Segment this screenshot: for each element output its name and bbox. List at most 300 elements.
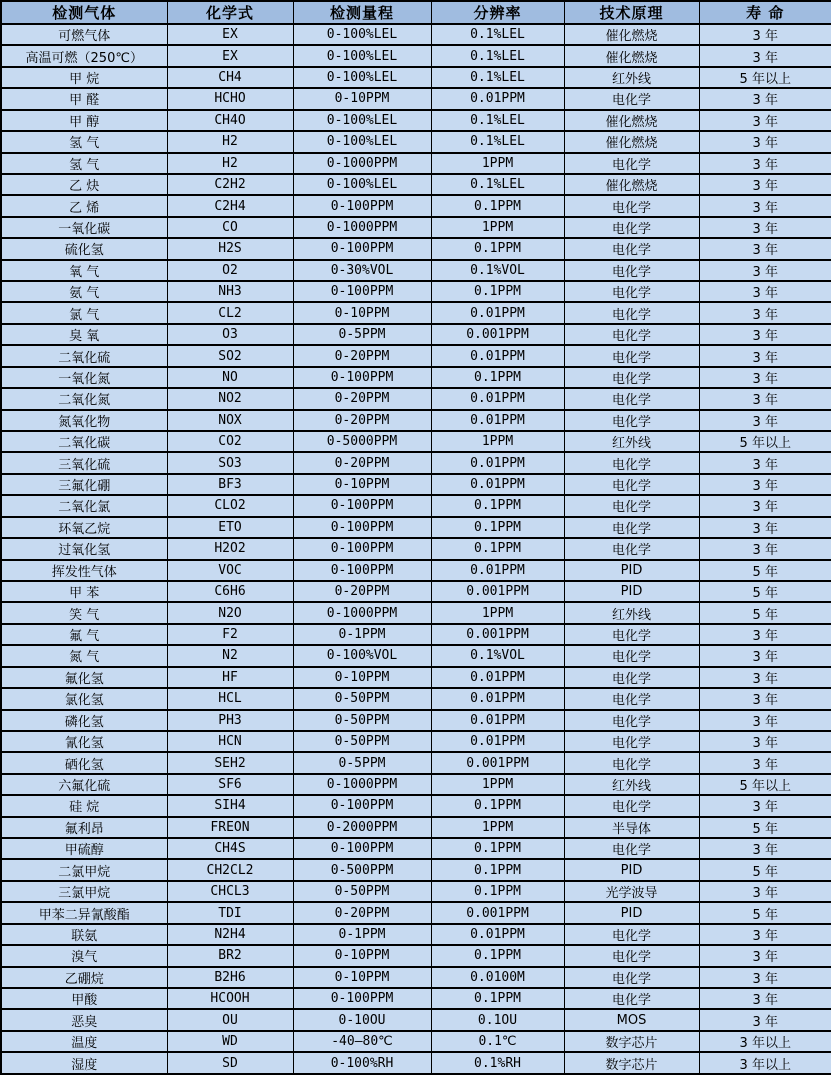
cell-lifespan: 5 年: [699, 581, 831, 602]
table-row: [1, 345, 831, 366]
cell-lifespan: 5 年: [699, 560, 831, 581]
cell-resolution: 0.1PPM: [431, 195, 564, 216]
column-header-principle: 技术原理: [564, 1, 699, 24]
cell-gas: 甲 苯: [1, 581, 167, 602]
cell-formula: H2S: [167, 238, 293, 259]
cell-range: 0-20PPM: [293, 581, 431, 602]
cell-principle: 电化学: [564, 624, 699, 645]
cell-range: 0-2000PPM: [293, 817, 431, 838]
cell-formula: CH4O: [167, 110, 293, 131]
cell-gas: 二氯甲烷: [1, 859, 167, 880]
cell-principle: 电化学: [564, 388, 699, 409]
table-row: [1, 859, 831, 880]
cell-gas: 硒化氢: [1, 752, 167, 773]
cell-formula: OU: [167, 1009, 293, 1030]
cell-gas: 二氧化氯: [1, 495, 167, 516]
table-row: [1, 517, 831, 538]
cell-principle: 催化燃烧: [564, 45, 699, 66]
cell-gas: 氟化氢: [1, 667, 167, 688]
cell-principle: 电化学: [564, 838, 699, 859]
cell-formula: CLO2: [167, 495, 293, 516]
cell-resolution: 0.01PPM: [431, 560, 564, 581]
cell-gas: 甲硫醇: [1, 838, 167, 859]
cell-formula: SEH2: [167, 752, 293, 773]
cell-resolution: 0.001PPM: [431, 324, 564, 345]
cell-gas: 氨 气: [1, 281, 167, 302]
cell-lifespan: 5 年: [699, 602, 831, 623]
cell-range: 0-1000PPM: [293, 217, 431, 238]
cell-lifespan: 3 年: [699, 624, 831, 645]
table-row: [1, 988, 831, 1009]
table-row: [1, 45, 831, 66]
cell-resolution: 0.1%LEL: [431, 67, 564, 88]
cell-formula: PH3: [167, 710, 293, 731]
cell-gas: 六氟化硫: [1, 774, 167, 795]
cell-principle: 催化燃烧: [564, 174, 699, 195]
cell-principle: 电化学: [564, 474, 699, 495]
cell-formula: EX: [167, 24, 293, 45]
cell-resolution: 0.01PPM: [431, 452, 564, 473]
cell-lifespan: 3 年: [699, 495, 831, 516]
cell-gas: 甲 烷: [1, 67, 167, 88]
cell-principle: 红外线: [564, 67, 699, 88]
cell-range: 0-30%VOL: [293, 260, 431, 281]
cell-formula: H2O2: [167, 538, 293, 559]
cell-range: 0-100%LEL: [293, 45, 431, 66]
table-row: [1, 24, 831, 45]
cell-principle: 电化学: [564, 410, 699, 431]
cell-formula: O2: [167, 260, 293, 281]
cell-resolution: 1PPM: [431, 431, 564, 452]
cell-resolution: 0.1%RH: [431, 1052, 564, 1074]
cell-range: 0-100%RH: [293, 1052, 431, 1074]
cell-lifespan: 3 年: [699, 217, 831, 238]
cell-gas: 氢 气: [1, 153, 167, 174]
cell-gas: 甲 醇: [1, 110, 167, 131]
cell-principle: 催化燃烧: [564, 110, 699, 131]
cell-principle: 电化学: [564, 988, 699, 1009]
cell-principle: 电化学: [564, 217, 699, 238]
cell-formula: CHCL3: [167, 881, 293, 902]
cell-resolution: 0.1PPM: [431, 859, 564, 880]
cell-principle: 电化学: [564, 710, 699, 731]
table-row: [1, 367, 831, 388]
cell-range: 0-50PPM: [293, 731, 431, 752]
cell-principle: 半导体: [564, 817, 699, 838]
cell-gas: 三氯甲烷: [1, 881, 167, 902]
table-row: [1, 774, 831, 795]
cell-resolution: 0.1PPM: [431, 881, 564, 902]
cell-lifespan: 3 年: [699, 924, 831, 945]
cell-range: 0-5PPM: [293, 752, 431, 773]
cell-resolution: 0.1PPM: [431, 517, 564, 538]
table-row: [1, 602, 831, 623]
cell-gas: 硫化氢: [1, 238, 167, 259]
cell-range: 0-100PPM: [293, 538, 431, 559]
header-row: [1, 1, 831, 24]
table-header: [1, 1, 831, 24]
cell-lifespan: 3 年: [699, 688, 831, 709]
cell-lifespan: 3 年: [699, 474, 831, 495]
cell-formula: NO: [167, 367, 293, 388]
cell-gas: 氯 气: [1, 302, 167, 323]
cell-range: 0-100PPM: [293, 838, 431, 859]
cell-principle: 催化燃烧: [564, 131, 699, 152]
cell-gas: 可燃气体: [1, 24, 167, 45]
cell-lifespan: 3 年: [699, 88, 831, 109]
cell-formula: CO: [167, 217, 293, 238]
cell-range: 0-1000PPM: [293, 602, 431, 623]
table-row: [1, 1009, 831, 1030]
cell-resolution: 0.1PPM: [431, 367, 564, 388]
table-row: [1, 324, 831, 345]
cell-principle: 数字芯片: [564, 1031, 699, 1052]
cell-formula: H2: [167, 153, 293, 174]
cell-formula: NO2: [167, 388, 293, 409]
table-row: [1, 624, 831, 645]
cell-formula: HF: [167, 667, 293, 688]
cell-range: 0-10PPM: [293, 302, 431, 323]
cell-formula: SD: [167, 1052, 293, 1074]
cell-lifespan: 3 年: [699, 238, 831, 259]
cell-formula: VOC: [167, 560, 293, 581]
table-row: [1, 924, 831, 945]
table-row: [1, 795, 831, 816]
cell-principle: 电化学: [564, 945, 699, 966]
cell-formula: C2H2: [167, 174, 293, 195]
table-row: [1, 388, 831, 409]
cell-gas: 二氧化碳: [1, 431, 167, 452]
cell-resolution: 0.1%LEL: [431, 110, 564, 131]
cell-formula: EX: [167, 45, 293, 66]
table-row: [1, 967, 831, 988]
table-row: [1, 495, 831, 516]
table-row: [1, 153, 831, 174]
cell-range: 0-10PPM: [293, 474, 431, 495]
cell-principle: 电化学: [564, 688, 699, 709]
cell-gas: 乙 烯: [1, 195, 167, 216]
cell-gas: 氟利昂: [1, 817, 167, 838]
cell-range: 0-1000PPM: [293, 774, 431, 795]
table-row: [1, 881, 831, 902]
cell-gas: 二氧化硫: [1, 345, 167, 366]
cell-lifespan: 5 年以上: [699, 774, 831, 795]
table-body: [1, 24, 831, 1074]
cell-gas: 温度: [1, 1031, 167, 1052]
cell-lifespan: 5 年以上: [699, 431, 831, 452]
table-row: [1, 752, 831, 773]
cell-resolution: 0.01PPM: [431, 302, 564, 323]
cell-lifespan: 3 年以上: [699, 1031, 831, 1052]
cell-range: 0-50PPM: [293, 710, 431, 731]
cell-formula: SO3: [167, 452, 293, 473]
cell-formula: CO2: [167, 431, 293, 452]
table-row: [1, 1052, 831, 1074]
table-row: [1, 731, 831, 752]
cell-principle: 电化学: [564, 967, 699, 988]
cell-formula: H2: [167, 131, 293, 152]
cell-principle: 催化燃烧: [564, 24, 699, 45]
cell-lifespan: 3 年: [699, 324, 831, 345]
cell-principle: 电化学: [564, 517, 699, 538]
cell-range: 0-100PPM: [293, 988, 431, 1009]
cell-gas: 氯化氢: [1, 688, 167, 709]
table-row: [1, 67, 831, 88]
cell-range: 0-20PPM: [293, 902, 431, 923]
column-header-range: 检测量程: [293, 1, 431, 24]
cell-gas: 溴气: [1, 945, 167, 966]
cell-principle: 电化学: [564, 324, 699, 345]
cell-formula: O3: [167, 324, 293, 345]
cell-formula: HCOOH: [167, 988, 293, 1009]
cell-resolution: 0.01PPM: [431, 667, 564, 688]
cell-resolution: 0.01PPM: [431, 345, 564, 366]
cell-gas: 氧 气: [1, 260, 167, 281]
cell-resolution: 0.01PPM: [431, 710, 564, 731]
cell-principle: 电化学: [564, 538, 699, 559]
cell-formula: C6H6: [167, 581, 293, 602]
cell-resolution: 1PPM: [431, 602, 564, 623]
table-row: [1, 217, 831, 238]
cell-range: -40—80℃: [293, 1031, 431, 1052]
cell-gas: 过氧化氢: [1, 538, 167, 559]
cell-resolution: 0.1PPM: [431, 988, 564, 1009]
cell-range: 0-100PPM: [293, 795, 431, 816]
cell-range: 0-100PPM: [293, 495, 431, 516]
cell-gas: 甲苯二异氰酸酯: [1, 902, 167, 923]
cell-lifespan: 5 年: [699, 817, 831, 838]
cell-resolution: 0.1OU: [431, 1009, 564, 1030]
cell-resolution: 0.001PPM: [431, 624, 564, 645]
table-row: [1, 902, 831, 923]
cell-formula: TDI: [167, 902, 293, 923]
cell-gas: 联氨: [1, 924, 167, 945]
cell-principle: 电化学: [564, 752, 699, 773]
cell-range: 0-20PPM: [293, 452, 431, 473]
cell-gas: 氰化氢: [1, 731, 167, 752]
cell-formula: C2H4: [167, 195, 293, 216]
cell-resolution: 0.0100M: [431, 967, 564, 988]
column-header-gas: 检测气体: [1, 1, 167, 24]
cell-lifespan: 3 年: [699, 388, 831, 409]
cell-range: 0-1000PPM: [293, 153, 431, 174]
cell-resolution: 0.1%VOL: [431, 645, 564, 666]
cell-resolution: 0.1PPM: [431, 538, 564, 559]
cell-principle: 电化学: [564, 667, 699, 688]
cell-resolution: 0.1%LEL: [431, 174, 564, 195]
cell-range: 0-100PPM: [293, 238, 431, 259]
cell-principle: 红外线: [564, 774, 699, 795]
cell-principle: 电化学: [564, 795, 699, 816]
cell-principle: PID: [564, 581, 699, 602]
cell-range: 0-5PPM: [293, 324, 431, 345]
cell-principle: 电化学: [564, 260, 699, 281]
table-row: [1, 688, 831, 709]
cell-principle: 电化学: [564, 88, 699, 109]
cell-lifespan: 3 年: [699, 281, 831, 302]
cell-resolution: 1PPM: [431, 817, 564, 838]
cell-principle: 电化学: [564, 302, 699, 323]
table-row: [1, 581, 831, 602]
cell-gas: 一氧化碳: [1, 217, 167, 238]
cell-range: 0-5000PPM: [293, 431, 431, 452]
cell-formula: HCHO: [167, 88, 293, 109]
cell-resolution: 0.01PPM: [431, 688, 564, 709]
cell-gas: 氮 气: [1, 645, 167, 666]
cell-lifespan: 3 年: [699, 24, 831, 45]
cell-principle: PID: [564, 902, 699, 923]
cell-range: 0-100%LEL: [293, 131, 431, 152]
cell-principle: 电化学: [564, 153, 699, 174]
cell-range: 0-1PPM: [293, 924, 431, 945]
cell-formula: WD: [167, 1031, 293, 1052]
cell-lifespan: 3 年: [699, 367, 831, 388]
cell-range: 0-50PPM: [293, 881, 431, 902]
table-row: [1, 238, 831, 259]
cell-principle: 红外线: [564, 602, 699, 623]
cell-gas: 氮氧化物: [1, 410, 167, 431]
cell-formula: N2O: [167, 602, 293, 623]
cell-resolution: 0.001PPM: [431, 902, 564, 923]
cell-principle: 电化学: [564, 731, 699, 752]
cell-lifespan: 3 年: [699, 731, 831, 752]
table-row: [1, 667, 831, 688]
cell-lifespan: 3 年: [699, 345, 831, 366]
table-row: [1, 474, 831, 495]
cell-lifespan: 3 年: [699, 410, 831, 431]
table-row: [1, 645, 831, 666]
table-row: [1, 88, 831, 109]
cell-range: 0-500PPM: [293, 859, 431, 880]
table-row: [1, 410, 831, 431]
cell-lifespan: 3 年: [699, 667, 831, 688]
cell-formula: HCN: [167, 731, 293, 752]
cell-lifespan: 3 年: [699, 645, 831, 666]
cell-resolution: 0.1%LEL: [431, 131, 564, 152]
table-row: [1, 838, 831, 859]
cell-range: 0-50PPM: [293, 688, 431, 709]
cell-resolution: 0.1%LEL: [431, 24, 564, 45]
cell-range: 0-100%LEL: [293, 67, 431, 88]
cell-resolution: 0.01PPM: [431, 88, 564, 109]
cell-range: 0-20PPM: [293, 388, 431, 409]
table-row: [1, 431, 831, 452]
cell-formula: B2H6: [167, 967, 293, 988]
cell-principle: 红外线: [564, 431, 699, 452]
cell-lifespan: 3 年: [699, 838, 831, 859]
table-row: [1, 560, 831, 581]
cell-gas: 磷化氢: [1, 710, 167, 731]
cell-principle: 电化学: [564, 924, 699, 945]
column-header-lifespan: 寿 命: [699, 1, 831, 24]
cell-range: 0-100%LEL: [293, 24, 431, 45]
cell-resolution: 0.01PPM: [431, 388, 564, 409]
table-row: [1, 260, 831, 281]
cell-principle: 光学波导: [564, 881, 699, 902]
cell-principle: 电化学: [564, 195, 699, 216]
cell-formula: BR2: [167, 945, 293, 966]
cell-range: 0-10PPM: [293, 667, 431, 688]
cell-gas: 笑 气: [1, 602, 167, 623]
cell-formula: CL2: [167, 302, 293, 323]
cell-resolution: 0.001PPM: [431, 752, 564, 773]
cell-range: 0-100%VOL: [293, 645, 431, 666]
cell-resolution: 0.01PPM: [431, 731, 564, 752]
table-row: [1, 131, 831, 152]
cell-principle: MOS: [564, 1009, 699, 1030]
cell-lifespan: 3 年: [699, 302, 831, 323]
cell-principle: PID: [564, 859, 699, 880]
cell-formula: F2: [167, 624, 293, 645]
cell-principle: 电化学: [564, 281, 699, 302]
cell-lifespan: 3 年: [699, 110, 831, 131]
cell-lifespan: 3 年: [699, 153, 831, 174]
cell-resolution: 0.1PPM: [431, 795, 564, 816]
cell-resolution: 0.1℃: [431, 1031, 564, 1052]
cell-lifespan: 3 年: [699, 452, 831, 473]
cell-principle: 电化学: [564, 452, 699, 473]
cell-range: 0-100%LEL: [293, 110, 431, 131]
cell-formula: N2: [167, 645, 293, 666]
cell-lifespan: 3 年: [699, 988, 831, 1009]
cell-lifespan: 3 年: [699, 967, 831, 988]
cell-formula: BF3: [167, 474, 293, 495]
table-row: [1, 710, 831, 731]
cell-principle: 电化学: [564, 238, 699, 259]
cell-formula: SO2: [167, 345, 293, 366]
cell-formula: N2H4: [167, 924, 293, 945]
cell-principle: PID: [564, 560, 699, 581]
cell-gas: 甲酸: [1, 988, 167, 1009]
cell-resolution: 0.1PPM: [431, 838, 564, 859]
table-row: [1, 945, 831, 966]
cell-resolution: 1PPM: [431, 217, 564, 238]
table-row: [1, 110, 831, 131]
cell-gas: 乙硼烷: [1, 967, 167, 988]
cell-lifespan: 5 年: [699, 859, 831, 880]
cell-formula: ETO: [167, 517, 293, 538]
cell-range: 0-1PPM: [293, 624, 431, 645]
cell-range: 0-100PPM: [293, 517, 431, 538]
cell-lifespan: 3 年: [699, 174, 831, 195]
cell-range: 0-10PPM: [293, 967, 431, 988]
cell-lifespan: 5 年: [699, 902, 831, 923]
cell-formula: SF6: [167, 774, 293, 795]
cell-range: 0-100PPM: [293, 560, 431, 581]
cell-gas: 一氧化氮: [1, 367, 167, 388]
cell-resolution: 0.1PPM: [431, 281, 564, 302]
cell-range: 0-100PPM: [293, 195, 431, 216]
cell-resolution: 1PPM: [431, 774, 564, 795]
table-row: [1, 281, 831, 302]
cell-resolution: 0.01PPM: [431, 474, 564, 495]
cell-formula: CH2CL2: [167, 859, 293, 880]
cell-resolution: 0.01PPM: [431, 410, 564, 431]
table-row: [1, 1031, 831, 1052]
cell-lifespan: 3 年: [699, 45, 831, 66]
cell-lifespan: 3 年: [699, 517, 831, 538]
column-header-formula: 化学式: [167, 1, 293, 24]
cell-gas: 臭 氧: [1, 324, 167, 345]
cell-resolution: 1PPM: [431, 153, 564, 174]
cell-gas: 氟 气: [1, 624, 167, 645]
cell-resolution: 0.1PPM: [431, 495, 564, 516]
table-row: [1, 174, 831, 195]
cell-formula: NOX: [167, 410, 293, 431]
cell-lifespan: 3 年: [699, 752, 831, 773]
cell-range: 0-100PPM: [293, 367, 431, 388]
cell-range: 0-10OU: [293, 1009, 431, 1030]
